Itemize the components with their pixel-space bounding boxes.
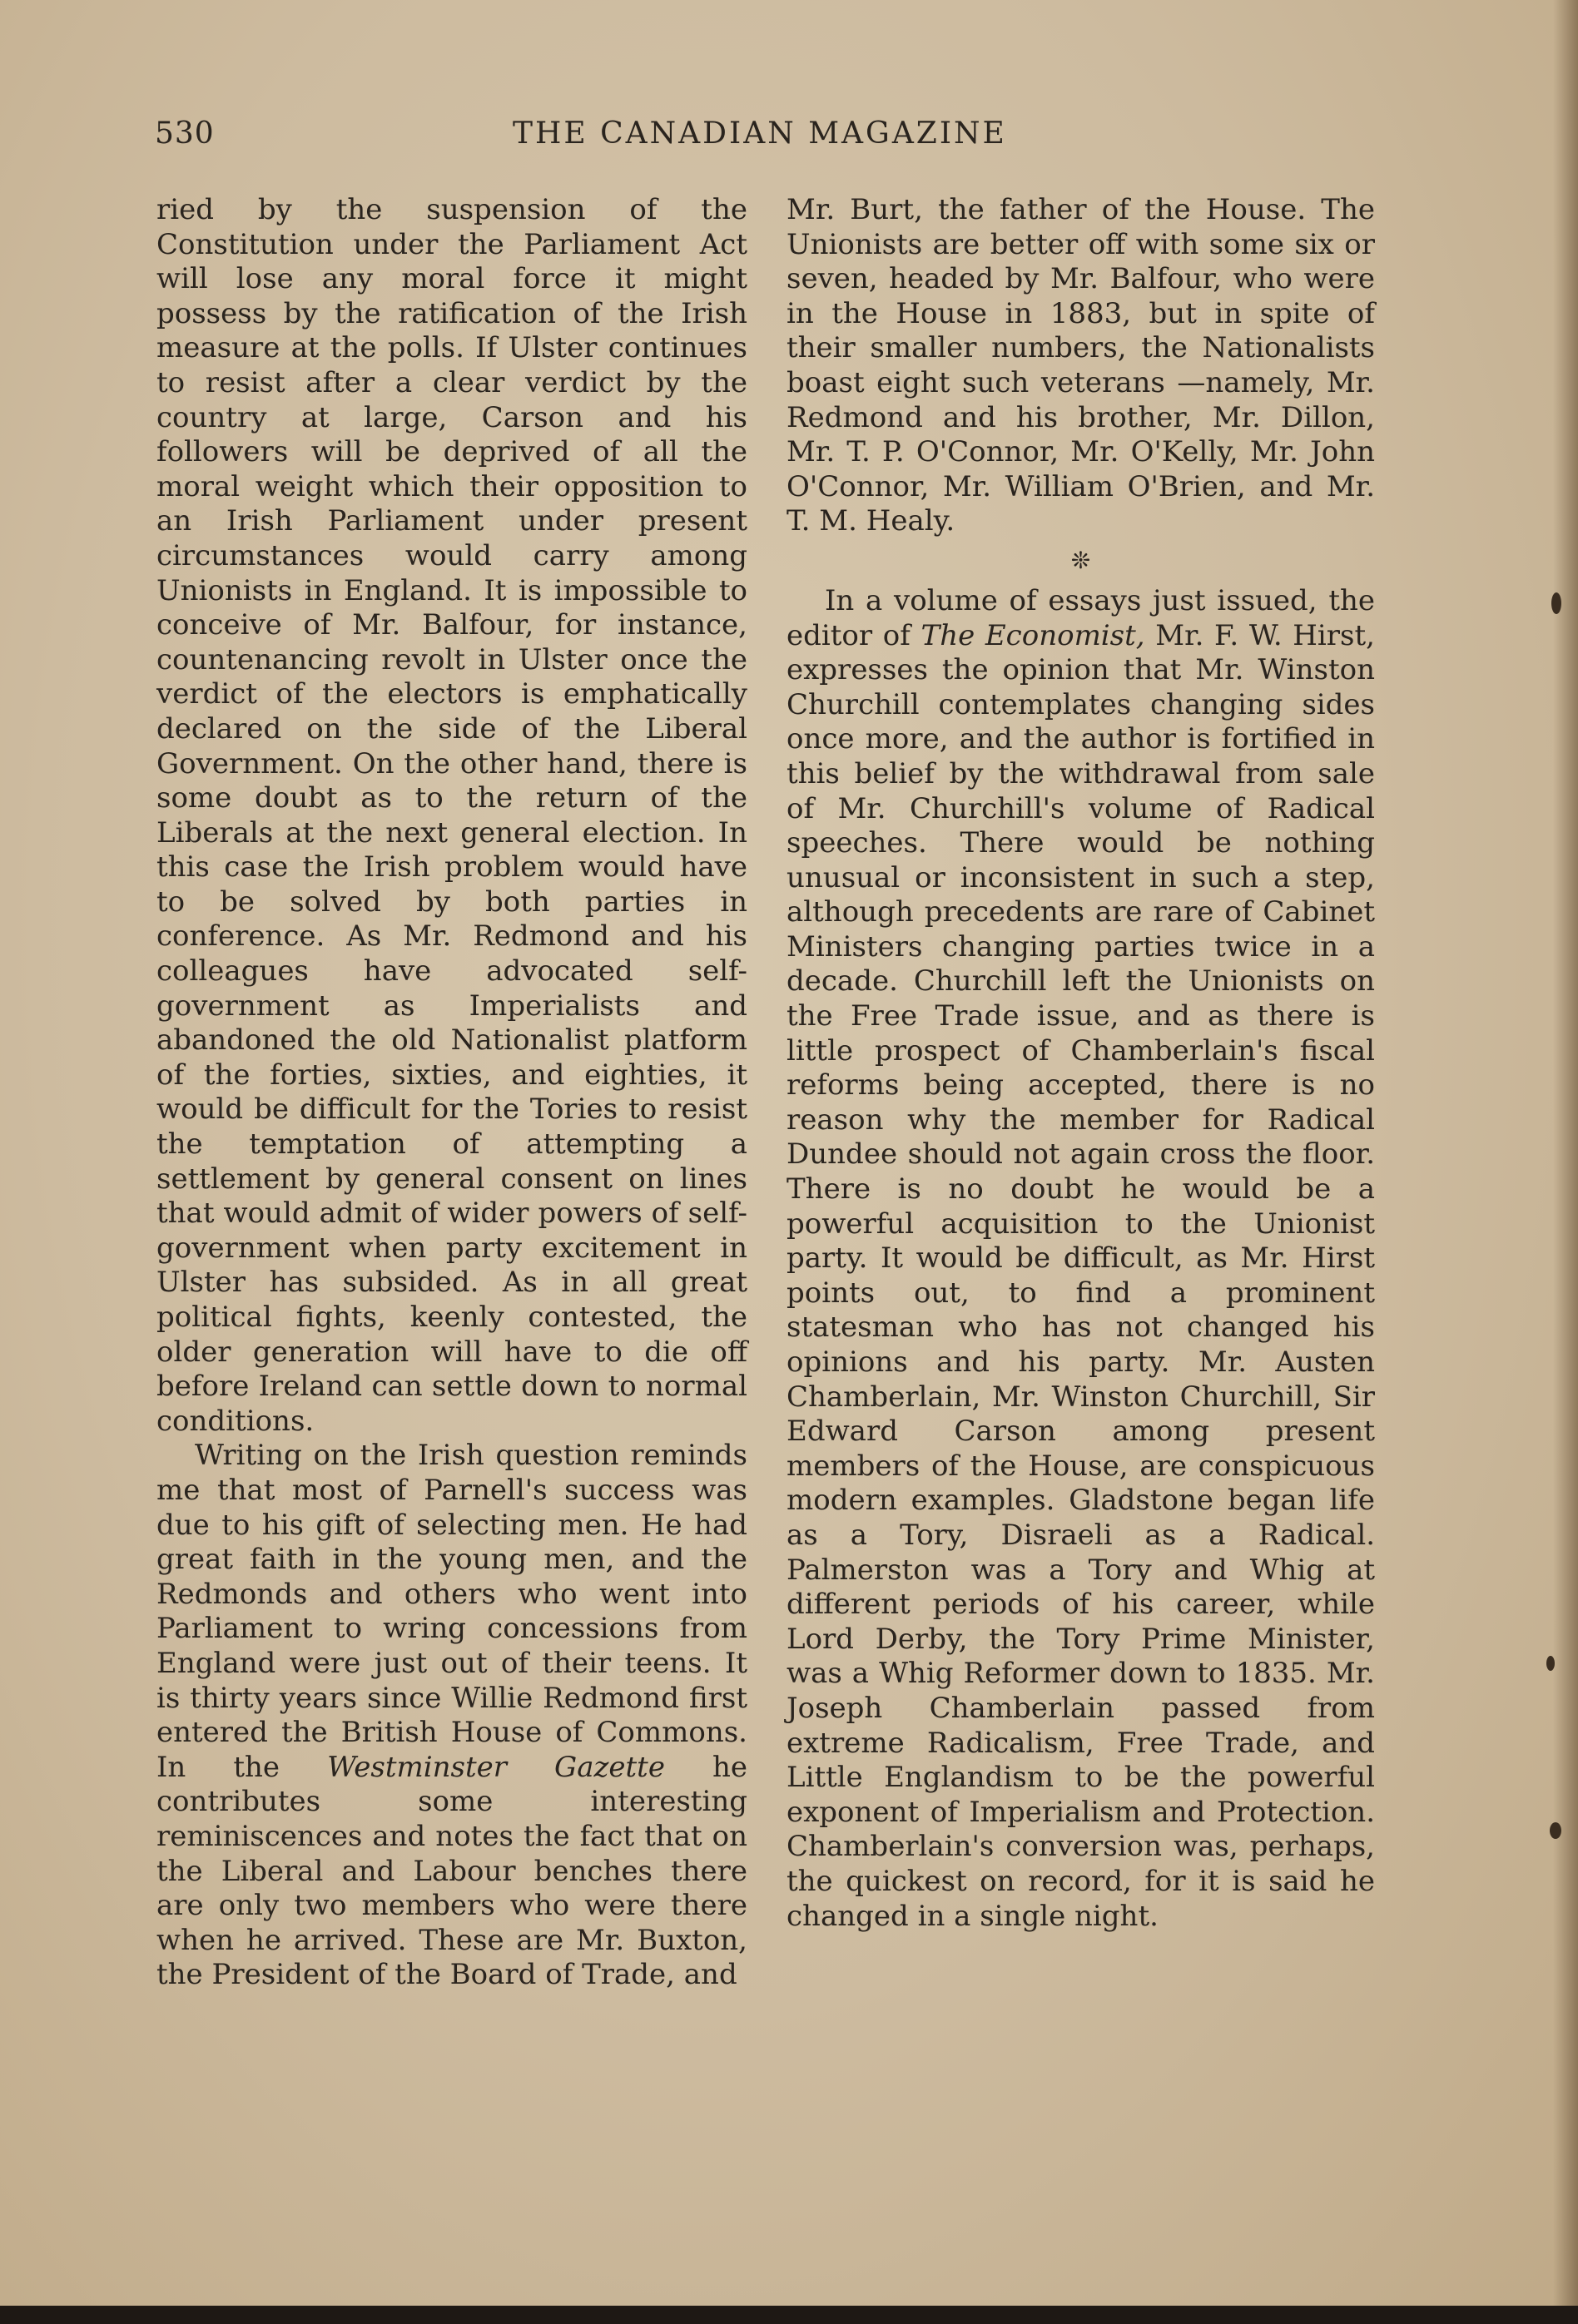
left-column <box>156 193 747 1993</box>
left-paragraph-1: ried by the suspension of the Constitution under the Parliament Act will lose any moral force it might possess by the ratification of the Irish measure at the polls. If Ulster continues to resist after a clear verdict by the country at large, Carson and his followers will be deprived of all the moral weight which their opposition to an Irish Parliament under present circumstances would carry among Unionists in England. It is impossible to conceive of Mr. Balfour, for instance, countenancing revolt in Ulster once the verdict of the electors is emphatically declared on the side of the Liberal Government. On the other hand, there is some doubt as to the return of the Liberals at the next general election. In this case the Irish problem would have to be solved by both parties in conference. As Mr. Redmond and his colleagues have advocated self-government as Imperialists and abandoned the old Nationalist platform of the forties, sixties, and eighties, it would be difficult for the Tories to resist the temptation of attempting a settlement by general consent on lines that would admit of wider powers of self-government when party excitement in Ulster has subsided. As in all great political fights, keenly contested, the older generation will have to die off before Ireland can settle down to normal conditions. <box>156 193 747 1438</box>
section-break-ornament: ❊ <box>1070 546 1091 574</box>
page-edge-shadow <box>1553 0 1578 2324</box>
right-paragraph-2-text-a: In a volume of essays just issued, the editor of <box>787 583 1375 652</box>
scan-speck <box>1546 1656 1555 1671</box>
page-header <box>155 116 1382 158</box>
right-paragraph-1: Mr. Burt, the father of the House. The Unionists are better off with some six or seven, headed by Mr. Balfour, who were in the House in 1883, but in spite of their smaller numbers, the Nationalists boast eight such veterans —namely, Mr. Redmond and his brother, Mr. Dillon, Mr. T. P. O'Connor, Mr. O'Kelly, Mr. John O'Connor, Mr. William O'Brien, and Mr. T. M. Healy. <box>787 193 1375 538</box>
scan-speck <box>1550 1822 1561 1839</box>
page-number: 530 <box>155 116 215 151</box>
running-title: THE CANADIAN MAGAZINE <box>513 116 1007 151</box>
left-paragraph-2-text-a: Writing on the Irish question reminds me that most of Parnell's success was due to his gift of selecting men. He had great faith in the young men, and the Redmonds and others who went into Parliament to wring concessions from England were just out of their teens. It is thirty years since Willie Redmond first entered the British House of Commons. In the <box>156 1439 747 1784</box>
scan-speck <box>1551 592 1561 614</box>
left-paragraph-2 <box>156 1439 747 1993</box>
right-paragraph-2 <box>787 584 1375 1934</box>
right-column <box>787 193 1375 1934</box>
left-paragraph-2-text-b: he contributes some interesting reminiscences and notes the fact that on the Liberal and Labour benches there are only two members who were there when he arrived. These are Mr. Buxton, the President of the Board of Trade, and <box>156 1750 748 1992</box>
page-bottom-edge <box>0 2306 1578 2324</box>
publication-title-the-economist: The Economist, <box>920 618 1145 652</box>
publication-title-westminster-gazette: Westminster Gazette <box>327 1750 665 1784</box>
right-paragraph-2-text-b: Mr. F. W. Hirst, expresses the opinion that Mr. Winston Churchill contemplates changing sides once more, and the author is fortified in this belief by the withdrawal from sale of Mr. Churchill's volume of Radical speeches. There would be nothing unusual or inconsistent in such a step, although precedents are rare of Cabinet Ministers changing parties twice in a decade. Churchill left the Unionists on the Free Trade issue, and as there is little prospect of Chamberlain's fiscal reforms being accepted, there is no reason why the member for Radical Dundee should not again cross the floor. There is no doubt he would be a powerful acquisition to the Unionist party. It would be difficult, as Mr. Hirst points out, to find a prominent statesman who has not changed his opinions and his party. Mr. Austen Chamberlain, Mr. Winston Churchill, Sir Edward Carson among present members of the House, are conspicuous modern examples. Gladstone began life as a Tory, Disraeli as a Radical. Palmerston was a Tory and Whig at different periods of his career, while Lord Derby, the Tory Prime Minister, was a Whig Reformer down to 1835. Mr. Joseph Chamberlain passed from extreme Radicalism, Free Trade, and Little Englandism to be the powerful exponent of Imperialism and Protection. Chamberlain's conversion was, perhaps, the quickest on record, for it is said he changed in a single night. <box>787 618 1375 1933</box>
